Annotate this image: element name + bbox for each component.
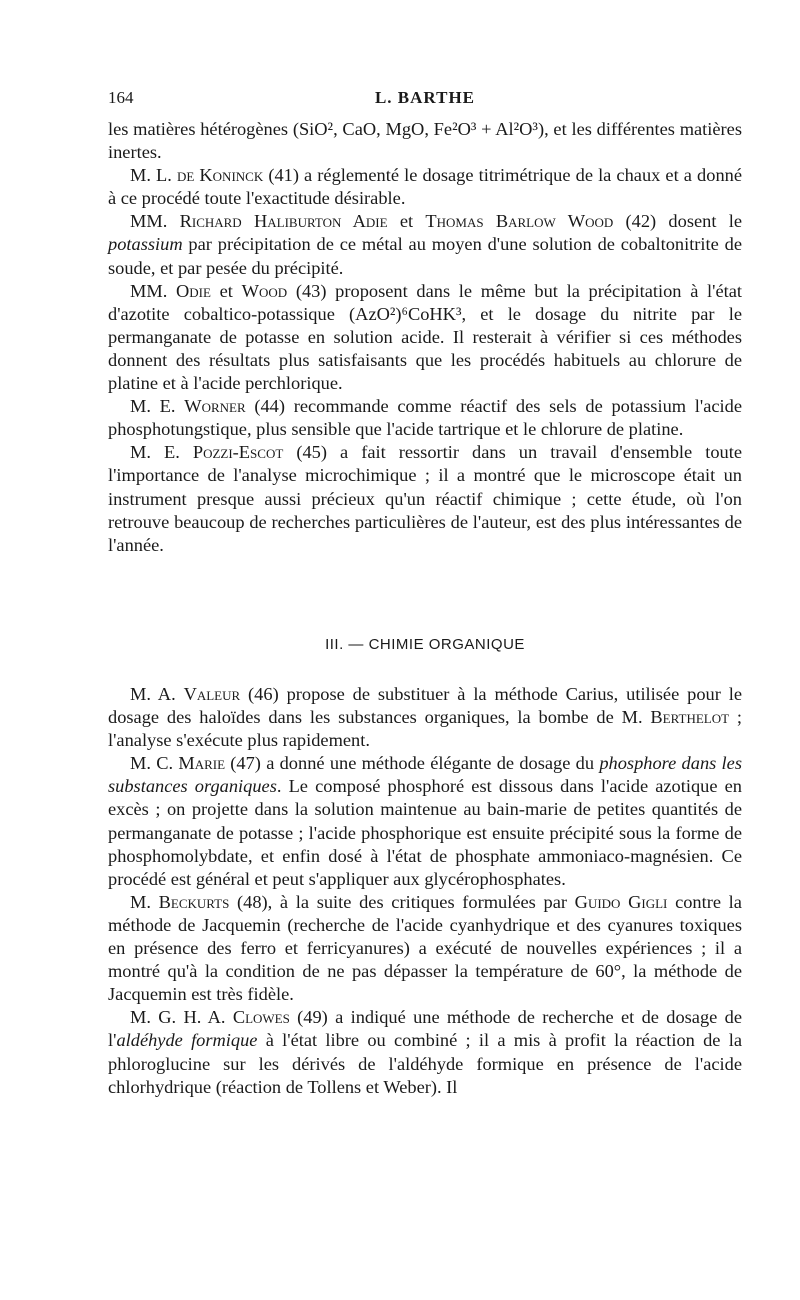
paragraph: M. L. de Koninck (41) a réglementé le dosage titrimétrique de la chaux et a donné à ce procédé toute l'exactitude désirable. xyxy=(108,165,742,209)
page-number: 164 xyxy=(108,88,134,107)
section-title: III. — CHIMIE ORGANIQUE xyxy=(325,636,525,653)
emphasis: phosphore dans les substances organiques xyxy=(108,753,742,797)
author-name: Wood xyxy=(241,280,288,301)
author-name: Beckurts xyxy=(158,891,230,912)
author-name: Richard Haliburton Adie xyxy=(179,211,388,232)
author-name: Clowes xyxy=(232,1007,290,1028)
paragraph: M. G. H. A. Clowes (49) a indiqué une méthode de recherche et de dosage de l'aldéhyde formique à l'état libre ou combiné ; il a mis à profit la réaction de la phloroglucine sur les dérivés de l'aldéhyde formique en présence de l'acide chlorhydrique (réaction de Tollens et Weber). Il xyxy=(108,1007,742,1097)
section-body-1 xyxy=(108,118,742,557)
author-name: Valeur xyxy=(183,684,241,704)
paragraph: M. Beckurts (48), à la suite des critiques formulées par Guido Gigli contre la méthode de Jacquemin (recherche de l'acide cyanhydrique et des cyanures toxiques en présence des ferro et ferricyanures) a exécuté de nouvelles expériences ; il a montré qu'à la condition de ne pas dépasser la température de 60°, la méthode de Jacquemin est très fidèle. xyxy=(108,891,742,1005)
author-name: Odie xyxy=(176,280,211,301)
author-name: Guido Gigli xyxy=(574,891,668,912)
author-name: Marie xyxy=(178,753,226,774)
paragraph: M. E. Worner (44) recommande comme réactif des sels de potassium l'acide phosphotungstique, plus sensible que l'acide tartrique et le chlorure de platine. xyxy=(108,396,742,440)
paragraph: M. C. Marie (47) a donné une méthode élégante de dosage du phosphore dans les substances organiques. Le composé phosphoré est dissous dans l'acide azotique en excès ; on projette dans la solution maintenue au bain-marie de petites quantités de permanganate de potasse ; l'acide phosphorique est ensuite précipité sous la forme de phosphomolybdate, et enfin dosé à l'état de phosphate ammoniaco-magnésien. Ce procédé est général et peut s'appliquer aux glycérophosphates. xyxy=(108,753,742,889)
author-name: Thomas Barlow Wood xyxy=(425,211,614,232)
page-header xyxy=(108,88,742,112)
paragraph: M. A. Valeur (46) propose de substituer à la méthode Carius, utilisée pour le dosage des haloïdes dans les substances organiques, la bombe de M. Berthelot ; l'analyse s'exécute plus rapidement. xyxy=(108,684,742,751)
paragraph: MM. Richard Haliburton Adie et Thomas Barlow Wood (42) dosent le potassium par précipitation de ce métal au moyen d'une solution de cobaltonitrite de soude, et par pesée du précipité. xyxy=(108,211,742,278)
running-head: L. BARTHE xyxy=(374,88,476,107)
paragraph: M. E. Pozzi-Escot (45) a fait ressortir dans un travail d'ensemble toute l'importance de l'analyse microchimique ; il a montré que le microscope était un instrument presque aussi précieux qu'un réactif chimique ; cette étude, où l'on retrouve beaucoup de recherches particulières de l'auteur, est des plus intéressantes de l'année. xyxy=(108,442,742,555)
emphasis: potassium xyxy=(108,234,183,255)
author-name: Berthelot xyxy=(650,707,730,728)
author-name: de Koninck xyxy=(176,165,264,186)
paragraph: les matières hétérogènes (SiO², CaO, MgO, Fe²O³ + Al²O³), et les différentes matières inertes. xyxy=(108,119,742,163)
author-name: Pozzi-Escot xyxy=(192,442,284,463)
section-body-2 xyxy=(108,683,742,1099)
author-name: Worner xyxy=(184,396,246,417)
paragraph: MM. Odie et Wood (43) proposent dans le même but la précipitation à l'état d'azotite cobaltico-potassique (AzO²)⁶CoHK³, et le dosage du nitrite par le permanganate de potasse en solution acide. Il resterait à vérifier si ces méthodes donnent des résultats plus satisfaisants que les procédés habituels au chlorure de platine et à l'acide perchlorique. xyxy=(108,280,743,394)
emphasis: aldéhyde formique xyxy=(116,1030,258,1051)
